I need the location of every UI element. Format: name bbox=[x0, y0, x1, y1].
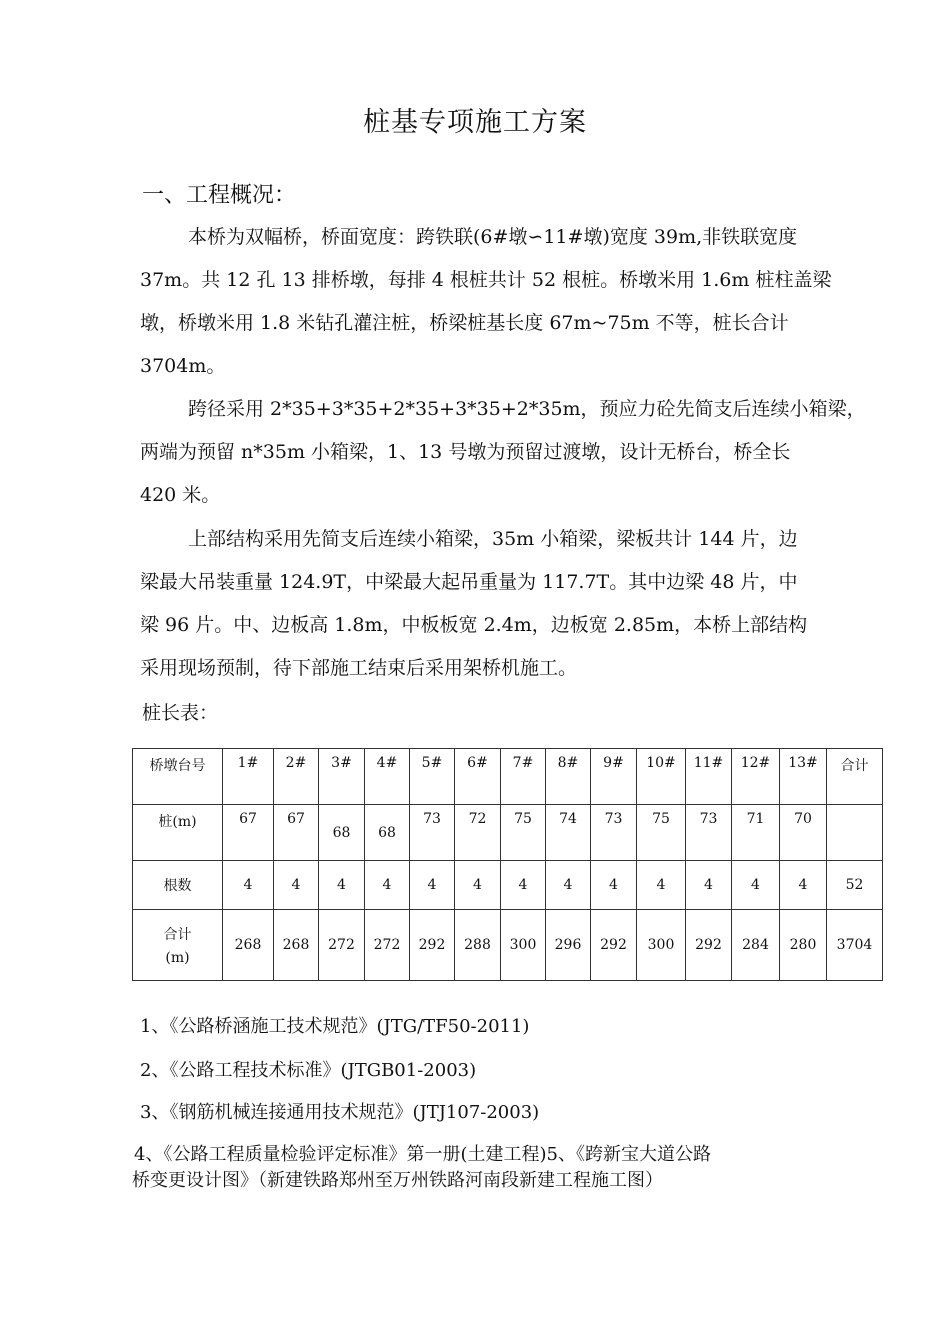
paragraph-line: 420 米。 bbox=[140, 484, 221, 506]
length-cell-total bbox=[827, 805, 883, 861]
length-cell bbox=[319, 805, 365, 861]
length-cell: 75 bbox=[501, 805, 546, 861]
count-cell: 4 bbox=[274, 861, 319, 910]
table-caption: 桩长表： bbox=[142, 702, 219, 724]
total-cell: 280 bbox=[780, 910, 827, 981]
reference-item-continued: 桥变更设计图》（新建铁路郑州至万州铁路河南段新建工程施工图） bbox=[132, 1170, 663, 1191]
count-cell: 4 bbox=[365, 861, 410, 910]
length-cell: 71 bbox=[732, 805, 780, 861]
length-cell: 73 bbox=[591, 805, 637, 861]
paragraph-line: 跨径采用 2*35+3*35+2*35+3*35+2*35m，预应力砼先简支后连续小箱梁， bbox=[188, 398, 866, 420]
pile-length-table bbox=[132, 748, 883, 981]
pier-cell: 4# bbox=[365, 749, 410, 805]
pier-cell-total: 合计 bbox=[827, 749, 883, 805]
paragraph-line: 梁 96 片。中、边板高 1.8m，中板板宽 2.4m，边板宽 2.85m，本桥上部结构 bbox=[140, 614, 808, 636]
reference-item: 2、《公路工程技术标准》(JTGB01-2003) bbox=[140, 1060, 477, 1081]
length-value: 68 bbox=[378, 825, 396, 841]
total-cell: 300 bbox=[637, 910, 686, 981]
paragraph-line: 3704m。 bbox=[140, 355, 226, 377]
document-title: 桩基专项施工方案 bbox=[363, 107, 587, 138]
table-row-pile-count bbox=[133, 861, 883, 910]
paragraph-superstructure bbox=[140, 518, 890, 690]
count-cell: 4 bbox=[686, 861, 732, 910]
paragraph-line: 上部结构采用先简支后连续小箱梁，35m 小箱梁，梁板共计 144 片，边 bbox=[188, 528, 798, 550]
pier-cell: 11# bbox=[686, 749, 732, 805]
count-cell: 4 bbox=[319, 861, 365, 910]
total-cell: 288 bbox=[455, 910, 501, 981]
count-cell: 4 bbox=[637, 861, 686, 910]
count-cell: 4 bbox=[410, 861, 455, 910]
length-cell: 67 bbox=[223, 805, 274, 861]
paragraph-line: 两端为预留 n*35m 小箱梁，1、13 号墩为预留过渡墩，设计无桥台，桥全长 bbox=[140, 441, 791, 463]
row-label-count: 根数 bbox=[133, 861, 223, 910]
table-row-pier-numbers bbox=[133, 749, 883, 805]
count-cell-total: 52 bbox=[827, 861, 883, 910]
paragraph-line: 墩，桥墩米用 1.8 米钻孔灌注桩，桥梁桩基长度 67m~75m 不等，桩长合计 bbox=[140, 312, 789, 334]
count-cell: 4 bbox=[780, 861, 827, 910]
length-cell: 72 bbox=[455, 805, 501, 861]
paragraph-line: 采用现场预制，待下部施工结束后采用架桥机施工。 bbox=[140, 657, 578, 679]
row-label-total-line2: (m) bbox=[165, 950, 190, 966]
count-cell: 4 bbox=[546, 861, 591, 910]
pier-cell: 5# bbox=[410, 749, 455, 805]
row-label-pier: 桥墩台号 bbox=[133, 749, 223, 805]
count-cell: 4 bbox=[591, 861, 637, 910]
count-cell: 4 bbox=[732, 861, 780, 910]
length-cell: 73 bbox=[686, 805, 732, 861]
table-row-pile-length bbox=[133, 805, 883, 861]
reference-item: 1、《公路桥涵施工技术规范》(JTG/TF50-2011) bbox=[140, 1016, 530, 1037]
row-label-total-line1: 合计 bbox=[163, 927, 192, 943]
total-cell: 300 bbox=[501, 910, 546, 981]
total-cell: 272 bbox=[365, 910, 410, 981]
total-cell: 272 bbox=[319, 910, 365, 981]
row-label-total bbox=[133, 910, 223, 981]
paragraph-bridge-overview bbox=[140, 216, 890, 388]
length-cell: 73 bbox=[410, 805, 455, 861]
count-cell: 4 bbox=[455, 861, 501, 910]
pier-cell: 9# bbox=[591, 749, 637, 805]
pier-cell: 12# bbox=[732, 749, 780, 805]
paragraph-line: 梁最大吊装重量 124.9T，中梁最大起吊重量为 117.7T。其中边梁 48 片，中 bbox=[140, 571, 798, 593]
length-cell bbox=[365, 805, 410, 861]
section-heading-overview: 一、工程概况： bbox=[142, 183, 297, 208]
paragraph-span-layout bbox=[140, 388, 890, 517]
reference-item: 4、《公路工程质量检验评定标准》第一册(土建工程)5、《跨新宝大道公路 bbox=[134, 1144, 711, 1165]
total-cell: 284 bbox=[732, 910, 780, 981]
count-cell: 4 bbox=[501, 861, 546, 910]
total-cell: 292 bbox=[686, 910, 732, 981]
pier-cell: 7# bbox=[501, 749, 546, 805]
pier-cell: 6# bbox=[455, 749, 501, 805]
pier-cell: 13# bbox=[780, 749, 827, 805]
total-cell-grand: 3704 bbox=[827, 910, 883, 981]
length-cell: 75 bbox=[637, 805, 686, 861]
pier-cell: 8# bbox=[546, 749, 591, 805]
length-value: 68 bbox=[332, 825, 351, 841]
paragraph-line: 本桥为双幅桥，桥面宽度：跨铁联(6#墩∽11#墩)宽度 39m,非铁联宽度 bbox=[188, 226, 798, 248]
total-cell: 268 bbox=[274, 910, 319, 981]
length-cell: 74 bbox=[546, 805, 591, 861]
pier-cell: 3# bbox=[319, 749, 365, 805]
total-cell: 296 bbox=[546, 910, 591, 981]
total-cell: 292 bbox=[591, 910, 637, 981]
table-row-total-length bbox=[133, 910, 883, 981]
pier-cell: 2# bbox=[274, 749, 319, 805]
reference-item: 3、《钢筋机械连接通用技术规范》(JTJ107-2003) bbox=[140, 1102, 540, 1123]
length-cell: 67 bbox=[274, 805, 319, 861]
total-cell: 292 bbox=[410, 910, 455, 981]
count-cell: 4 bbox=[223, 861, 274, 910]
pier-cell: 1# bbox=[223, 749, 274, 805]
length-cell: 70 bbox=[780, 805, 827, 861]
total-cell: 268 bbox=[223, 910, 274, 981]
pier-cell: 10# bbox=[637, 749, 686, 805]
paragraph-line: 37m。共 12 孔 13 排桥墩，每排 4 根桩共计 52 根桩。桥墩米用 1.6m 桩柱盖梁 bbox=[140, 269, 832, 291]
row-label-length: 桩(m) bbox=[133, 805, 223, 861]
